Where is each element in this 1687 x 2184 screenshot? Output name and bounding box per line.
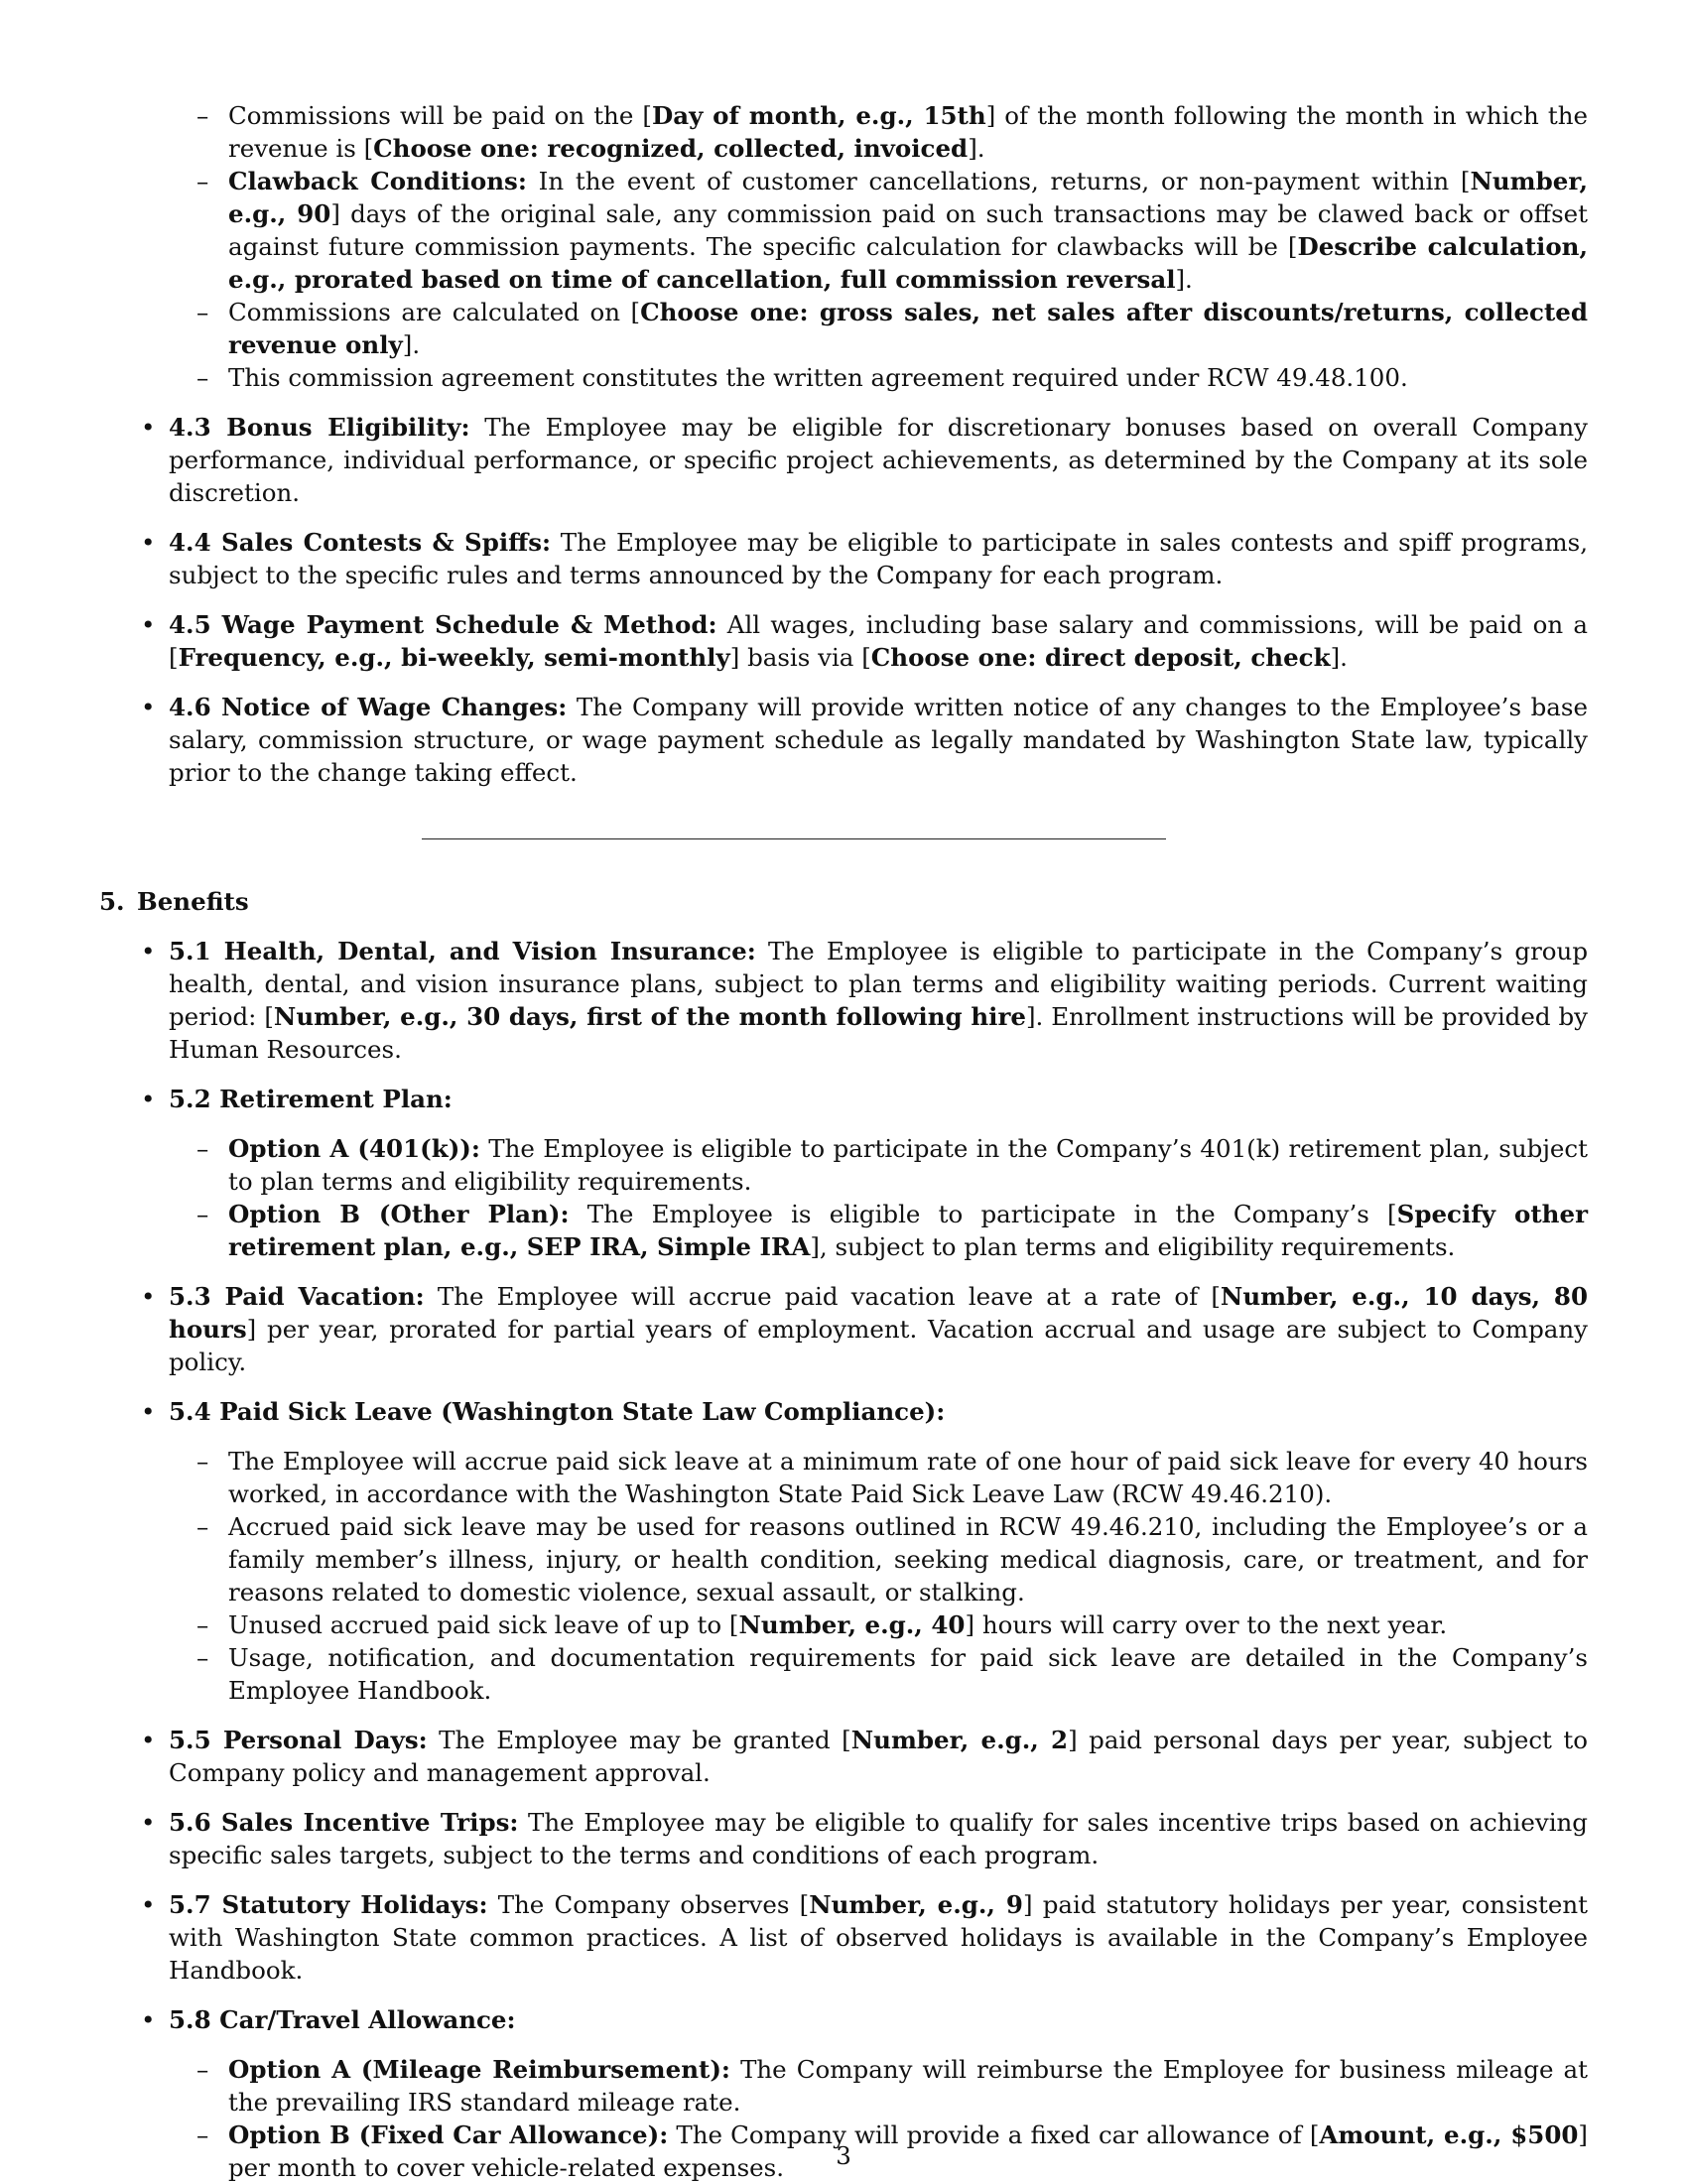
- paragraph: [228, 165, 1588, 296]
- text-run: ].: [402, 330, 421, 359]
- bold-text: Choose one: recognized, collected, invoiced: [373, 134, 969, 163]
- paragraph: [169, 1280, 1588, 1378]
- bold-text: Option A (401(k)):: [228, 1134, 480, 1163]
- list-item: [228, 1641, 1588, 1707]
- bold-text: 5.8 Car/Travel Allowance:: [169, 2005, 516, 2034]
- list-item: [228, 1445, 1588, 1510]
- list-item: [169, 1888, 1588, 1987]
- paragraph: [169, 935, 1588, 1066]
- text-run: In the event of customer cancellations, returns, or non-payment within [: [526, 167, 1471, 195]
- list-item: [228, 1510, 1588, 1608]
- text-run: The Employee is eligible to participate in the Company’s group health, dental, and vision insurance plans, subject to plan terms and eligibility waiting periods. Current waiting period: [: [169, 937, 1589, 1031]
- list-item: [169, 411, 1588, 509]
- text-run: ] per year, prorated for partial years of employment. Vacation accrual and usage are subject to Company policy.: [169, 1315, 1588, 1376]
- paragraph: [228, 1132, 1588, 1198]
- paragraph: [228, 2053, 1588, 2119]
- list-item: [169, 1083, 1588, 1263]
- bold-text: Day of month, e.g., 15th: [651, 101, 986, 130]
- bold-text: Clawback Conditions:: [228, 167, 527, 195]
- text-run: The Employee is eligible to participate in the Company’s 401(k) retirement plan, subject to plan terms and eligibility requirements.: [228, 1134, 1588, 1196]
- text-run: Accrued paid sick leave may be used for reasons outlined in RCW 49.46.210, including the Employee’s or a family member’s illness, injury, or health condition, seeking medical diagnosis, care, or treatment, and for reasons related to domestic violence, sexual assault, or stalking.: [228, 1512, 1588, 1606]
- paragraph: [228, 1510, 1588, 1608]
- paragraph: [169, 2003, 1588, 2036]
- list-item: [169, 608, 1588, 674]
- text-run: ] of the month following the month in which the revenue is [: [228, 101, 1588, 163]
- bold-text: Number, e.g., 9: [809, 1890, 1023, 1919]
- bold-text: Option B (Fixed Car Allowance):: [228, 2120, 669, 2149]
- text-run: ] hours will carry over to the next year.: [965, 1610, 1448, 1639]
- bold-text: Number, e.g., 10 days, 80 hours: [169, 1282, 1589, 1344]
- list-item: [228, 1198, 1588, 1263]
- bold-text: Amount, e.g., $500: [1319, 2120, 1579, 2149]
- paragraph: [169, 1806, 1588, 1871]
- sub-list: [228, 1132, 1588, 1263]
- text-run: The Employee may be eligible to participate in sales contests and spiff programs, subject to the specific rules and terms announced by the Company for each program.: [169, 528, 1588, 589]
- paragraph: [228, 296, 1588, 361]
- bold-text: Option A (Mileage Reimbursement):: [228, 2055, 730, 2084]
- section-heading: [99, 885, 1588, 918]
- bold-text: 5.4 Paid Sick Leave (Washington State Law Compliance):: [169, 1397, 946, 1426]
- text-run: ] per month to cover vehicle-related expenses.: [228, 2120, 1588, 2182]
- page-content: [99, 99, 1588, 2184]
- text-run: ].: [1330, 643, 1348, 672]
- text-run: The Company will reimburse the Employee for business mileage at the prevailing IRS standard mileage rate.: [228, 2055, 1588, 2117]
- paragraph: [228, 361, 1588, 394]
- bold-text: 5.5 Personal Days:: [169, 1726, 428, 1754]
- list-item: [228, 296, 1588, 361]
- text-run: Unused accrued paid sick leave of up to [: [228, 1610, 739, 1639]
- text-run: The Employee may be eligible to qualify for sales incentive trips based on achieving specific sales targets, subject to the terms and conditions of each program.: [169, 1808, 1588, 1869]
- bold-text: 4.3 Bonus Eligibility:: [169, 413, 470, 442]
- bold-text: 5.1 Health, Dental, and Vision Insurance:: [169, 937, 756, 965]
- bold-text: Specify other retirement plan, e.g., SEP IRA, Simple IRA: [228, 1200, 1588, 1261]
- text-run: The Company will provide a fixed car allowance of [: [668, 2120, 1320, 2149]
- list-item: [169, 1280, 1588, 1378]
- list-item: [228, 2053, 1588, 2119]
- list-item: [228, 1608, 1588, 1641]
- paragraph: [228, 1608, 1588, 1641]
- bold-text: Option B (Other Plan):: [228, 1200, 570, 1228]
- paragraph: [169, 691, 1588, 789]
- list-item: [228, 1132, 1588, 1198]
- paragraph: [169, 1888, 1588, 1987]
- bold-text: Describe calculation, e.g., prorated based on time of cancellation, full commission reversal: [228, 232, 1588, 294]
- text-run: ] paid personal days per year, subject to Company policy and management approval.: [169, 1726, 1588, 1787]
- paragraph: [169, 1083, 1588, 1115]
- list-item: [169, 1806, 1588, 1871]
- text-run: Commissions are calculated on [: [228, 298, 641, 326]
- bold-text: 4.4 Sales Contests & Spiffs:: [169, 528, 552, 557]
- text-run: ] days of the original sale, any commission paid on such transactions may be clawed back or offset against future commission payments. The specific calculation for clawbacks will be [: [228, 199, 1588, 261]
- bold-text: 5.2 Retirement Plan:: [169, 1085, 453, 1113]
- paragraph: [228, 1198, 1588, 1263]
- bold-text: Number, e.g., 2: [850, 1726, 1069, 1754]
- text-run: The Employee will accrue paid sick leave at a minimum rate of one hour of paid sick leave for every 40 hours worked, in accordance with the Washington State Paid Sick Leave Law (RCW 49.46.210).: [228, 1447, 1588, 1508]
- text-run: ]. Enrollment instructions will be provided by Human Resources.: [169, 1002, 1588, 1064]
- text-run: The Company observes [: [487, 1890, 810, 1919]
- paragraph: [228, 1641, 1588, 1707]
- list-item: [228, 99, 1588, 165]
- list-item: [169, 1724, 1588, 1789]
- paragraph: [169, 1724, 1588, 1789]
- paragraph: [228, 1445, 1588, 1510]
- text-run: ].: [1175, 265, 1193, 294]
- section-number: 5.: [99, 887, 125, 916]
- section-5-list: [169, 935, 1588, 2184]
- text-run: This commission agreement constitutes the written agreement required under RCW 49.48.100.: [228, 363, 1408, 392]
- paragraph: [169, 608, 1588, 674]
- text-run: The Employee may be eligible for discretionary bonuses based on overall Company performance, individual performance, or specific project achievements, as determined by the Company at its sole discretion.: [169, 413, 1588, 507]
- section-4-list: [169, 411, 1588, 789]
- text-run: The Employee is eligible to participate in the Company’s [: [569, 1200, 1397, 1228]
- text-run: ].: [968, 134, 985, 163]
- bold-text: Choose one: gross sales, net sales after discounts/returns, collected revenue only: [228, 298, 1588, 359]
- bold-text: Choose one: direct deposit, check: [870, 643, 1331, 672]
- bold-text: 5.7 Statutory Holidays:: [169, 1890, 488, 1919]
- text-run: The Company will provide written notice of any changes to the Employee’s base salary, commission structure, or wage payment schedule as legally mandated by Washington State law, typically prior to the change taking effect.: [169, 693, 1588, 787]
- bold-text: Number, e.g., 30 days, first of the month following hire: [273, 1002, 1026, 1031]
- bold-text: Number, e.g., 90: [228, 167, 1588, 228]
- section-divider: [422, 838, 1166, 839]
- text-run: Commissions will be paid on the [: [228, 101, 652, 130]
- bold-text: Number, e.g., 40: [738, 1610, 966, 1639]
- bold-text: Frequency, e.g., bi-weekly, semi-monthly: [178, 643, 730, 672]
- paragraph: [169, 526, 1588, 591]
- text-run: ] basis via [: [729, 643, 871, 672]
- sub-list: [228, 1445, 1588, 1707]
- page-number: 3: [836, 2141, 851, 2170]
- list-item: [169, 935, 1588, 1066]
- bold-text: 4.6 Notice of Wage Changes:: [169, 693, 568, 721]
- section-title: Benefits: [137, 887, 249, 916]
- bold-text: 5.6 Sales Incentive Trips:: [169, 1808, 519, 1837]
- text-run: The Employee may be granted [: [427, 1726, 851, 1754]
- text-run: ] paid statutory holidays per year, consistent with Washington State common practices. A list of observed holidays is available in the Company’s Employee Handbook.: [169, 1890, 1589, 1985]
- list-item: [228, 361, 1588, 394]
- list-item: [169, 691, 1588, 789]
- commission-terms-list: [228, 99, 1588, 394]
- bold-text: 5.3 Paid Vacation:: [169, 1282, 425, 1311]
- list-item: [169, 526, 1588, 591]
- text-run: All wages, including base salary and commissions, will be paid on a [: [169, 610, 1588, 672]
- list-item: [169, 1395, 1588, 1707]
- paragraph: [228, 99, 1588, 165]
- paragraph: [169, 411, 1588, 509]
- text-run: The Employee will accrue paid vacation leave at a rate of [: [424, 1282, 1221, 1311]
- text-run: ], subject to plan terms and eligibility requirements.: [810, 1232, 1456, 1261]
- list-item: [228, 165, 1588, 296]
- bold-text: 4.5 Wage Payment Schedule & Method:: [169, 610, 717, 639]
- text-run: Usage, notification, and documentation requirements for paid sick leave are detailed in the Company’s Employee Handbook.: [228, 1643, 1588, 1705]
- paragraph: [169, 1395, 1588, 1428]
